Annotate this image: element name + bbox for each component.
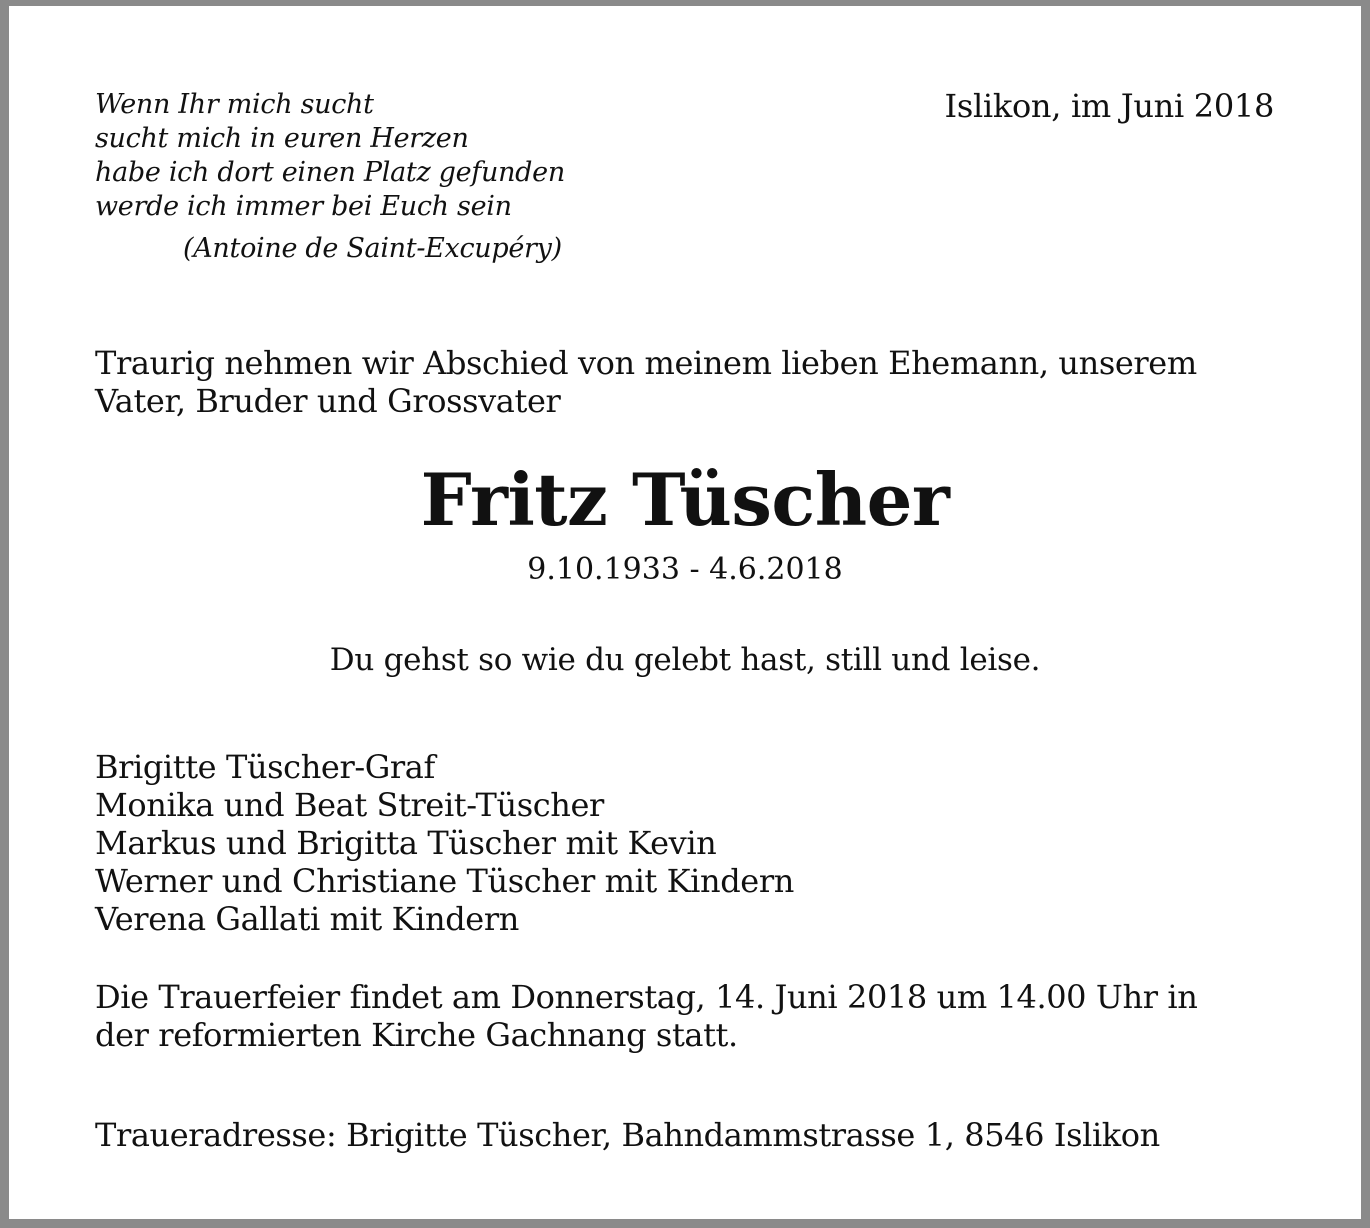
poem-author: (Antoine de Saint-Excupéry) <box>183 233 562 264</box>
mourner-entry: Markus und Brigitta Tüscher mit Kevin <box>95 824 717 862</box>
intro-line: Vater, Bruder und Grossvater <box>95 382 561 420</box>
mourner-entry: Monika und Beat Streit-Tüscher <box>95 786 604 824</box>
intro-line: Traurig nehmen wir Abschied von meinem lieben Ehemann, unserem <box>95 344 1197 382</box>
deceased-name: Fritz Tüscher <box>420 457 950 542</box>
ceremony-info <box>95 978 1295 1054</box>
ceremony-line: Die Trauerfeier findet am Donnerstag, 14. Juni 2018 um 14.00 Uhr in <box>95 978 1198 1016</box>
place-date: Islikon, im Juni 2018 <box>944 87 1274 125</box>
poem-line: Wenn Ihr mich sucht <box>95 89 374 120</box>
poem-line: habe ich dort einen Platz gefunden <box>95 157 565 188</box>
mourning-address: Traueradresse: Brigitte Tüscher, Bahndammstrasse 1, 8546 Islikon <box>95 1116 1160 1154</box>
poem-line: werde ich immer bei Euch sein <box>95 191 512 222</box>
life-dates: 9.10.1933 - 4.6.2018 <box>527 552 843 587</box>
mourner-entry: Brigitte Tüscher-Graf <box>95 748 435 786</box>
mourner-entry: Verena Gallati mit Kindern <box>95 900 519 938</box>
motto: Du gehst so wie du gelebt hast, still und leise. <box>329 642 1041 678</box>
mourner-entry: Werner und Christiane Tüscher mit Kindern <box>95 862 794 900</box>
poem-quote <box>95 88 565 266</box>
ceremony-line: der reformierten Kirche Gachnang statt. <box>95 1016 738 1054</box>
mourners-list <box>95 748 794 938</box>
poem-line: sucht mich in euren Herzen <box>95 123 469 154</box>
intro-text <box>95 344 1295 420</box>
